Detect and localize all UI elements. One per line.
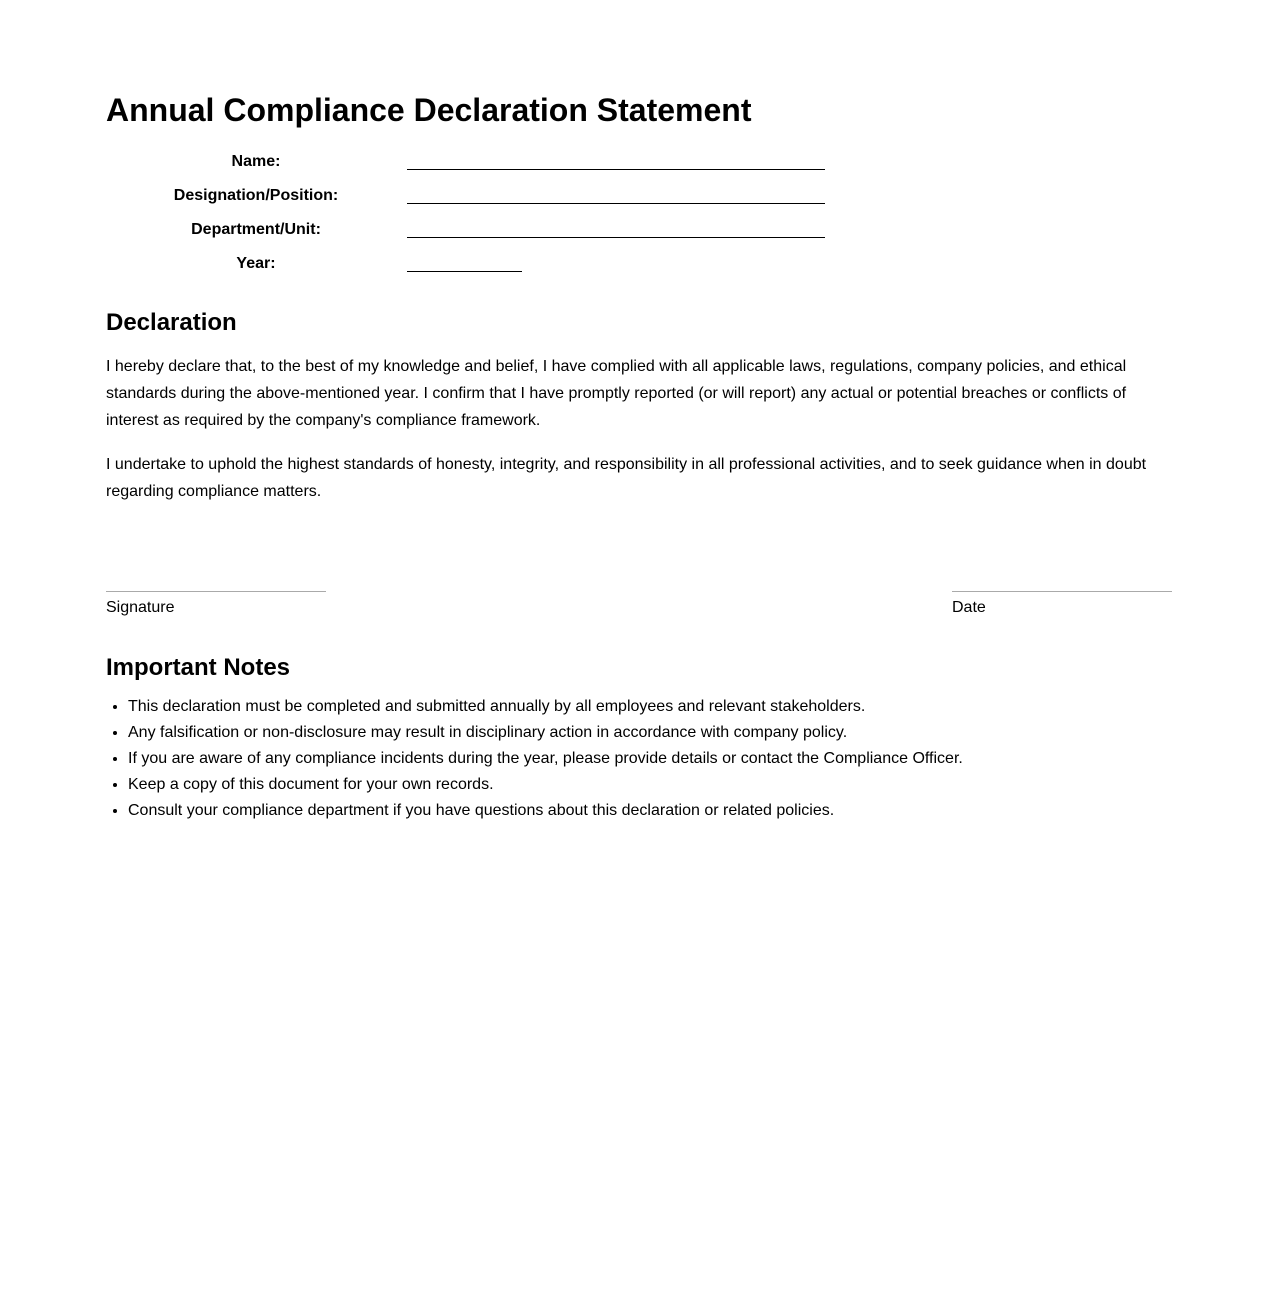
date-label: Date: [952, 599, 986, 616]
list-item: • Keep a copy of this document for your own records.: [128, 772, 1172, 798]
list-item: • This declaration must be completed and submitted annually by all employees and relevant stakeholders.: [128, 694, 1172, 720]
name-field-row: [106, 152, 826, 186]
signature-line[interactable]: [106, 591, 326, 592]
department-field-label: Department/Unit:: [191, 221, 321, 238]
year-field-row: [106, 254, 826, 288]
signature-block: [106, 591, 326, 618]
notes-heading: Important Notes: [106, 654, 291, 681]
declaration-heading: Declaration: [106, 309, 237, 336]
list-item: • If you are aware of any compliance incidents during the year, please provide details or contact the Compliance Officer.: [128, 746, 1172, 772]
designation-field-label: Designation/Position:: [173, 187, 339, 204]
date-block: [952, 591, 1172, 618]
declaration-paragraph-1: I hereby declare that, to the best of my knowledge and belief, I have complied with all applicable laws, regulations, company policies, and ethical standards during the above-mentioned year. I confirm that I have promptly reported (or will report) any actual or potential breaches or conflicts of interest as required by the company's compliance framework.: [106, 358, 1127, 429]
designation-field-row: [106, 186, 826, 220]
name-field-blank[interactable]: [407, 152, 825, 170]
list-item: • Consult your compliance department if you have questions about this declaration or related policies.: [128, 798, 1172, 824]
notes-list: [106, 694, 1172, 824]
signature-label: Signature: [106, 599, 175, 616]
year-field-blank[interactable]: [407, 254, 522, 272]
department-field-blank[interactable]: [407, 220, 825, 238]
year-field-label: Year:: [236, 255, 276, 272]
designation-field-blank[interactable]: [407, 186, 825, 204]
name-field-label: Name:: [231, 153, 281, 170]
declaration-paragraph-2: I undertake to uphold the highest standards of honesty, integrity, and responsibility in all professional activities, and to seek guidance when in doubt regarding compliance matters.: [106, 456, 1147, 500]
page-title: Annual Compliance Declaration Statement: [106, 92, 752, 128]
department-field-row: [106, 220, 826, 254]
list-item: • Any falsification or non-disclosure may result in disciplinary action in accordance with company policy.: [128, 720, 1172, 746]
date-line[interactable]: [952, 591, 1172, 592]
